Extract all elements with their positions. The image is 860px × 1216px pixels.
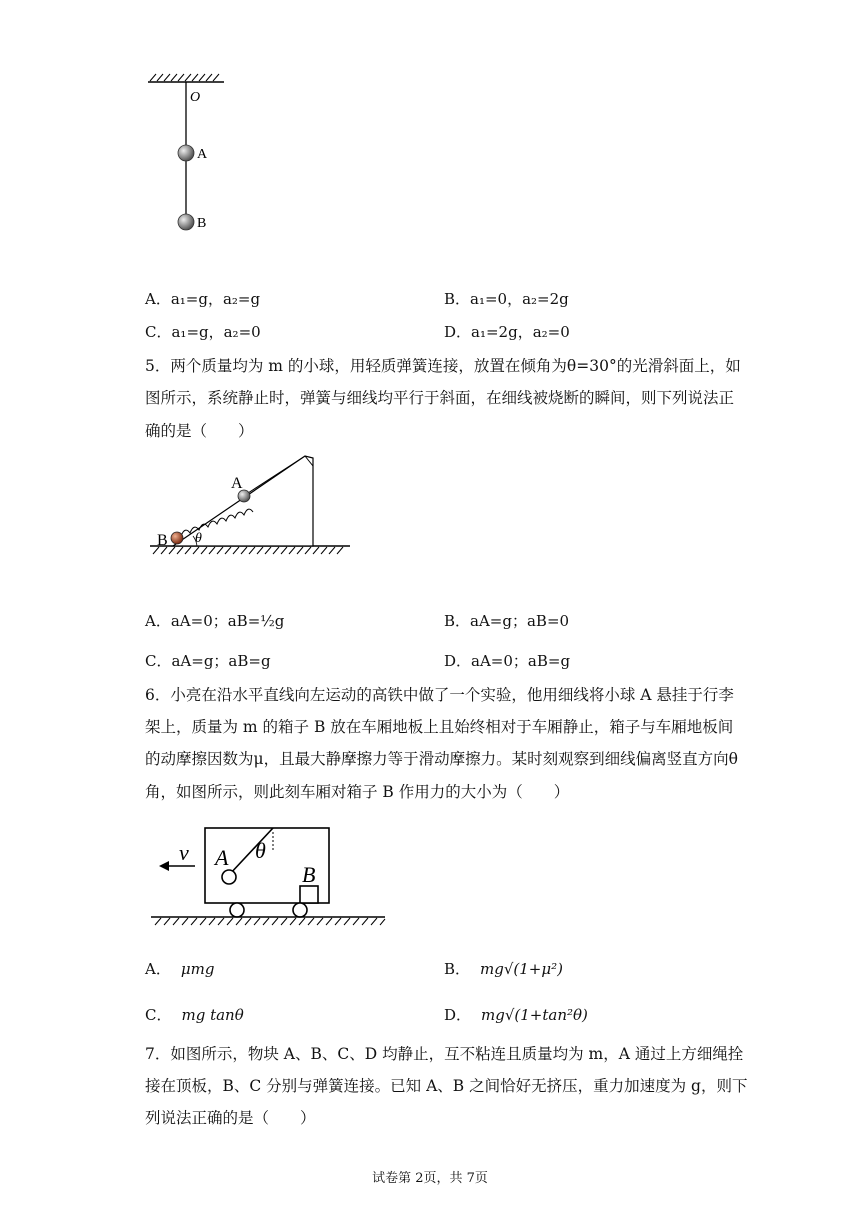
q7-line-2: 接在顶板，B、C 分别与弹簧连接。已知 A、B 之间恰好无挤压，重力加速度为 g，则下 (145, 1077, 748, 1095)
q6-line-2: 架上，质量为 m 的箱子 B 放在车厢地板上且始终相对于车厢静止，箱子与车厢地板间 (145, 718, 734, 736)
q4-option-b: B．a₁=0，a₂=2g (444, 290, 569, 308)
q4-option-a: A．a₁=g，a₂=g (145, 290, 261, 308)
label-theta: θ (195, 531, 202, 546)
q6-option-a: A． μmg (145, 960, 215, 978)
q5-option-d: D．aA=0；aB=g (444, 652, 571, 670)
label-v: v (179, 840, 189, 865)
q5-option-c: C．aA=g；aB=g (145, 652, 271, 670)
q6-option-d: D． mg√(1+tan²θ) (444, 1006, 588, 1024)
label-a: A (231, 475, 243, 492)
wheel-left (230, 903, 244, 917)
label-theta: θ (255, 838, 266, 863)
ball-b (178, 214, 194, 230)
ball-b (171, 532, 183, 544)
label-b: B (157, 532, 168, 549)
q7-line-1: 7．如图所示，物块 A、B、C、D 均静止，互不粘连且质量均为 m，A 通过上方细绳拴 (145, 1045, 744, 1063)
wheel-right (293, 903, 307, 917)
box-b (300, 886, 318, 903)
q6-line-3: 的动摩擦因数为μ，且最大静摩擦力等于滑动摩擦力。某时刻观察到细线偏离竖直方向θ (145, 750, 738, 768)
q4-figure (140, 70, 240, 240)
ball-a (222, 870, 236, 884)
q6-figure (145, 820, 395, 930)
q5-line-2: 图所示，系统静止时，弹簧与细线均平行于斜面，在细线被烧断的瞬间，则下列说法正 (145, 389, 735, 407)
label-b: B (197, 216, 207, 231)
label-o: O (190, 90, 201, 105)
q7-line-3: 列说法正确的是（ ） (145, 1109, 316, 1127)
label-a: A (197, 147, 208, 162)
q5-figure (145, 450, 360, 560)
page-footer: 试卷第 2页，共 7页 (372, 1171, 488, 1186)
q6-option-b: B． mg√(1+μ²) (444, 960, 563, 978)
q6-option-c: C． mg tanθ (145, 1006, 244, 1024)
q5-line-3: 确的是（ ） (145, 422, 254, 440)
q6-line-1: 6．小亮在沿水平直线向左运动的高铁中做了一个实验，他用细线将小球 A 悬挂于行李 (145, 686, 734, 704)
q5-option-a: A．aA=0；aB=½g (145, 612, 285, 630)
label-b: B (302, 862, 316, 887)
q4-option-c: C．a₁=g，a₂=0 (145, 323, 261, 341)
q5-line-1: 5．两个质量均为 m 的小球，用轻质弹簧连接，放置在倾角为θ=30°的光滑斜面上，如 (145, 357, 741, 375)
ball-a (178, 145, 194, 161)
q6-line-4: 角，如图所示，则此刻车厢对箱子 B 作用力的大小为（ ） (145, 783, 570, 801)
q5-option-b: B．aA=g；aB=0 (444, 612, 570, 630)
q4-option-d: D．a₁=2g，a₂=0 (444, 323, 570, 341)
label-a: A (215, 845, 229, 870)
